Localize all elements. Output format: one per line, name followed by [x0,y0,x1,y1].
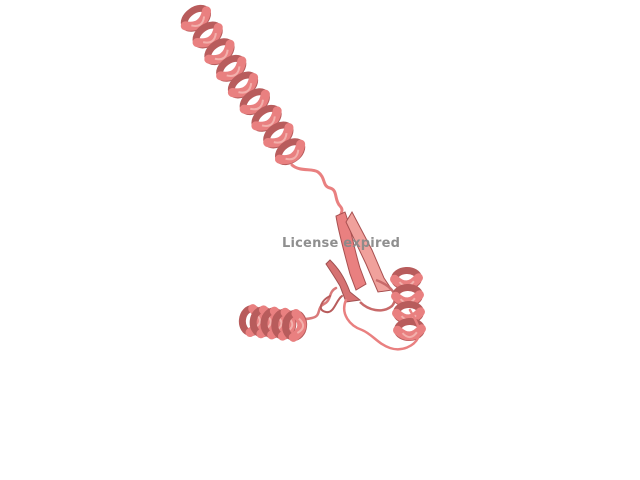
coil-loop-upper [292,165,342,222]
long-alpha-helix [181,4,306,165]
beta-sheet [326,212,395,310]
license-watermark: License expired [282,236,401,251]
left-alpha-helix [241,308,305,339]
